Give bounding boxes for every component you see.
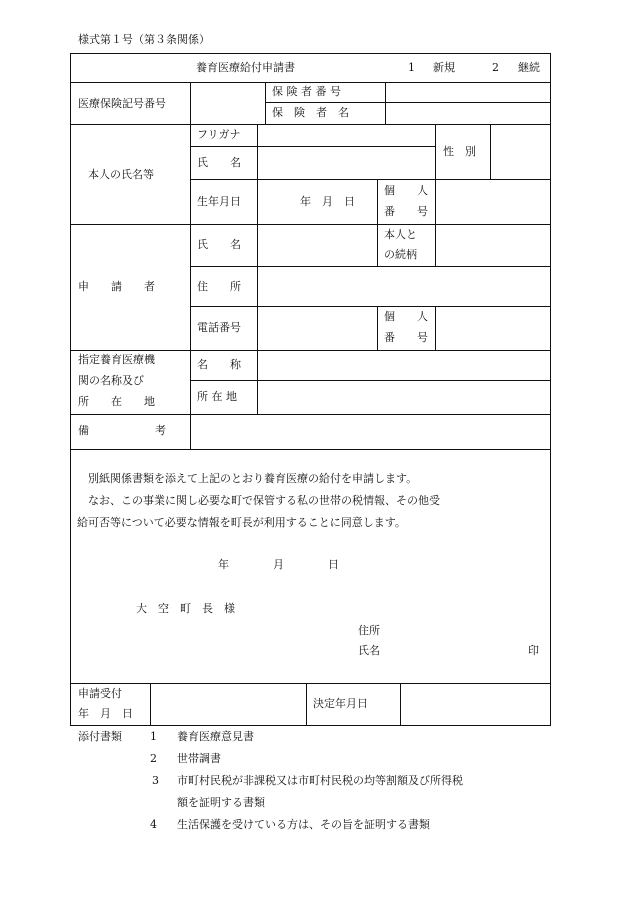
signature-name-label: 氏名 xyxy=(358,644,380,657)
option-1-number: 1 xyxy=(408,61,415,74)
phone-label: 電話番号 xyxy=(197,321,241,334)
attachment-3-num: 3 xyxy=(152,774,159,787)
option-continue-label: 継続 xyxy=(518,61,540,74)
option-new-label: 新規 xyxy=(433,61,455,74)
attachment-4-text: 生活保護を受けている方は、その旨を証明する書類 xyxy=(177,818,430,831)
attachment-1-text: 養育医療意見書 xyxy=(177,730,254,743)
insurance-number-label: 医療保険記号番号 xyxy=(78,97,166,110)
form-table xyxy=(70,53,551,726)
person-section-label: 本人の氏名等 xyxy=(88,168,154,181)
person-name-label: 氏 名 xyxy=(197,156,241,169)
attachment-2-num: 2 xyxy=(150,752,157,765)
birthdate-label: 生年月日 xyxy=(197,195,241,208)
applicant-address-label: 住 所 xyxy=(197,280,241,293)
declaration-date: 年 月 日 xyxy=(218,558,339,571)
signature-address-label: 住所 xyxy=(358,624,380,637)
applicant-section-label: 申 請 者 xyxy=(78,280,155,293)
institution-name-label: 名 称 xyxy=(197,358,241,371)
relation-label-2: の続柄 xyxy=(384,248,417,261)
option-2-number: 2 xyxy=(492,61,499,74)
relation-label-1: 本人と xyxy=(384,228,417,241)
attachments-label: 添付書類 xyxy=(78,730,122,743)
person-id-label-1: 個 人 xyxy=(384,184,428,197)
form-number: 様式第１号（第３条関係） xyxy=(78,33,210,46)
attachment-1-num: 1 xyxy=(150,730,157,743)
institution-location-label: 所 在 地 xyxy=(197,390,237,403)
declaration-line-1: 別紙関係書類を添えて上記のとおり養育医療の給付を申請します。 xyxy=(88,472,418,485)
addressee: 大 空 町 長 様 xyxy=(136,602,235,615)
attachment-2-text: 世帯調書 xyxy=(177,752,221,765)
insurer-name-label: 保 険 者 名 xyxy=(272,106,349,119)
institution-label-1: 指定養育医療機 xyxy=(78,353,155,366)
applicant-name-label: 氏 名 xyxy=(197,238,241,251)
received-label-2: 年 月 日 xyxy=(78,707,133,720)
attachment-3-text: 市町村民税が非課税又は市町村民税の均等割額及び所得税 xyxy=(177,774,463,787)
declaration-line-2: なお、この事業に関し必要な町で保管する私の世帯の税情報、その他受 xyxy=(88,494,440,507)
form-title: 養育医療給付申請書 xyxy=(196,61,295,74)
seal-mark: 印 xyxy=(528,644,539,657)
declaration-line-3: 給可否等について必要な情報を町長が利用することに同意します。 xyxy=(77,516,406,529)
applicant-id-label-1: 個 人 xyxy=(384,310,428,323)
institution-label-2: 関の名称及び xyxy=(78,374,144,387)
institution-label-3: 所 在 地 xyxy=(78,395,155,408)
decision-date-label: 決定年月日 xyxy=(313,697,368,710)
attachment-3-text-cont: 額を証明する書類 xyxy=(177,796,265,809)
applicant-id-label-2: 番 号 xyxy=(384,331,428,344)
furigana-label: フリガナ xyxy=(197,128,241,141)
received-label-1: 申請受付 xyxy=(78,687,122,700)
insurer-number-label: 保 険 者 番 号 xyxy=(272,85,341,98)
attachment-4-num: 4 xyxy=(150,818,157,831)
birthdate-ymd: 年 月 日 xyxy=(300,195,355,208)
remarks-label: 備 考 xyxy=(78,424,166,437)
person-id-label-2: 番 号 xyxy=(384,205,428,218)
sex-label: 性 別 xyxy=(443,145,476,158)
